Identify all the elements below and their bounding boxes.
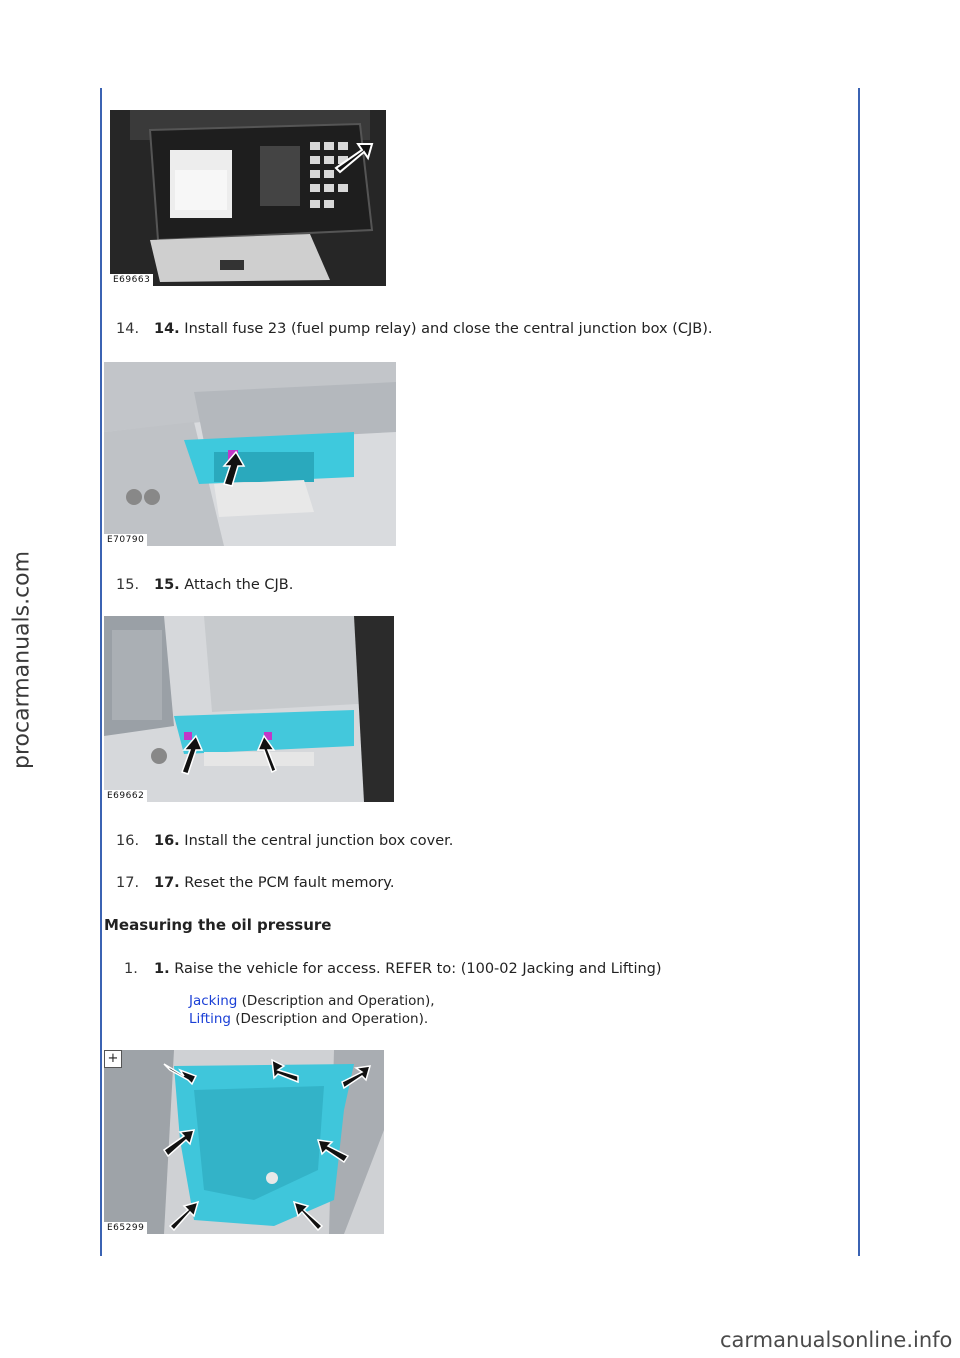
step-number: 17.	[116, 875, 140, 891]
figure-code: E69663	[110, 274, 153, 286]
figure-cjb-install-image	[104, 362, 396, 546]
side-watermark: procarmanuals.com	[9, 550, 35, 770]
figure-undertray	[104, 1050, 384, 1234]
section-heading: Measuring the oil pressure	[104, 916, 332, 934]
reference-lifting	[189, 1010, 428, 1028]
zoom-in-icon[interactable]: +	[104, 1050, 122, 1068]
step-bold-number: 15.	[154, 577, 180, 593]
figure-cjb-fuse	[110, 110, 386, 286]
figure-code: E70790	[104, 534, 147, 546]
step-number: 15.	[116, 577, 140, 593]
right-margin-rule	[858, 88, 860, 1256]
left-margin-rule	[100, 88, 102, 1256]
lifting-link[interactable]: Lifting	[189, 1011, 231, 1027]
reference-text: (Description and Operation),	[237, 993, 435, 1009]
figure-cjb-attach-image	[104, 616, 394, 802]
figure-cjb-fuse-image	[110, 110, 386, 286]
figure-code: E65299	[104, 1222, 147, 1234]
figure-cjb-attach	[104, 616, 394, 802]
step-number: 14.	[116, 321, 140, 337]
step-bold-number: 16.	[154, 833, 180, 849]
step-bold-number: 14.	[154, 321, 180, 337]
jacking-link[interactable]: Jacking	[189, 993, 238, 1009]
step-number: 1.	[124, 961, 138, 977]
step-number: 16.	[116, 833, 140, 849]
step-text: Raise the vehicle for access. REFER to: (100-02 Jacking and Lifting)	[174, 961, 662, 977]
step-text: Reset the PCM fault memory.	[184, 875, 395, 891]
reference-text: (Description and Operation).	[230, 1011, 429, 1027]
footer-watermark: carmanualsonline.info	[720, 1328, 953, 1352]
step-text: Attach the CJB.	[184, 577, 294, 593]
figure-code: E69662	[104, 790, 147, 802]
step-text: Install the central junction box cover.	[184, 833, 454, 849]
step-text: Install fuse 23 (fuel pump relay) and close the central junction box (CJB).	[184, 321, 713, 337]
figure-cjb-install	[104, 362, 396, 546]
step-bold-number: 17.	[154, 875, 180, 891]
step-bold-number: 1.	[154, 961, 170, 977]
figure-undertray-image	[104, 1050, 384, 1234]
reference-jacking	[189, 992, 435, 1010]
